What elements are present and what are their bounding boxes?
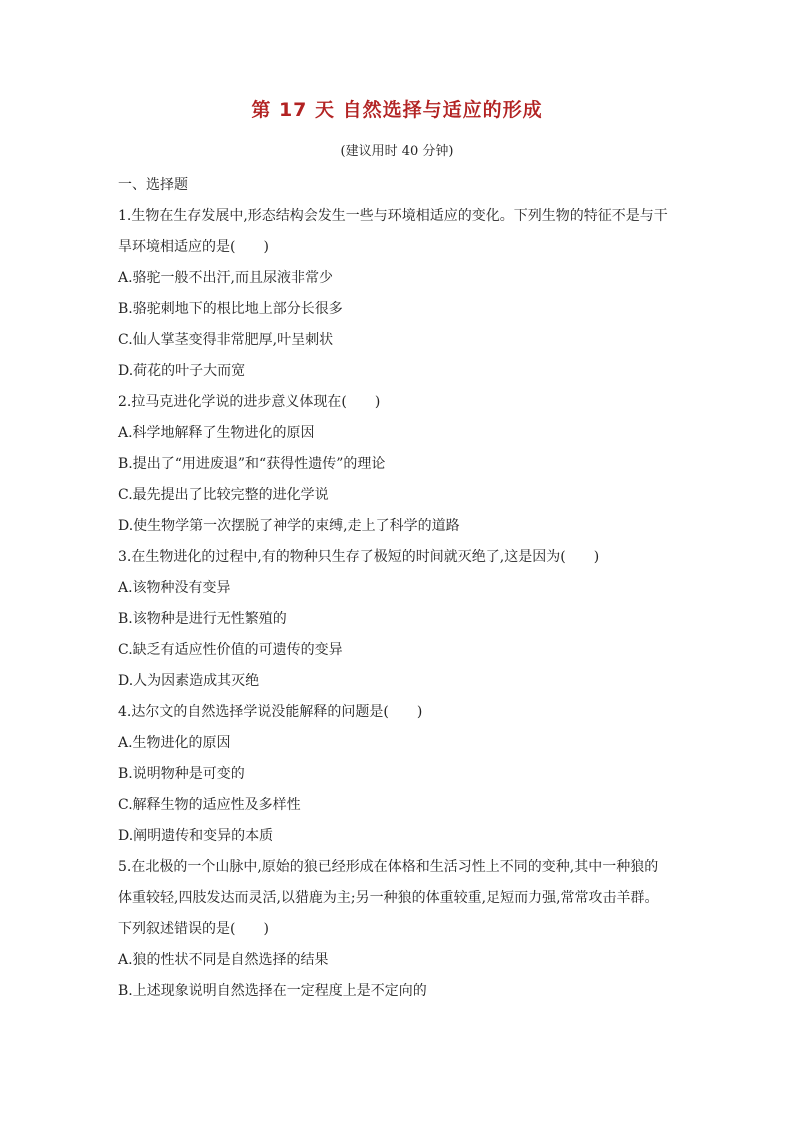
option-a: A.狼的性状不同是自然选择的结果 (118, 952, 329, 968)
question-stem-line: 2.拉马克进化学说的进步意义体现在( ) (118, 394, 381, 410)
question-stem-line: 5.在北极的一个山脉中,原始的狼已经形成在体格和生活习性上不同的变种,其中一种狼的 (118, 859, 659, 875)
option-d: D.人为因素造成其灭绝 (118, 673, 260, 689)
option-d: D.阐明遗传和变异的本质 (118, 828, 274, 844)
question-stem-line: 下列叙述错误的是( ) (118, 921, 269, 937)
option-b: B.说明物种是可变的 (118, 766, 245, 782)
option-b: B.该物种是进行无性繁殖的 (118, 611, 287, 627)
option-c: C.缺乏有适应性价值的可遗传的变异 (118, 642, 343, 658)
question-list (118, 170, 688, 1007)
option-c: C.解释生物的适应性及多样性 (118, 797, 301, 813)
section-heading: 一、选择题 (118, 177, 188, 193)
option-a: A.该物种没有变异 (118, 580, 231, 596)
option-d: D.使生物学第一次摆脱了神学的束缚,走上了科学的道路 (118, 518, 460, 534)
option-a: A.科学地解释了生物进化的原因 (118, 425, 315, 441)
option-b: B.提出了“用进废退”和“获得性遗传”的理论 (118, 456, 386, 472)
option-b: B.上述现象说明自然选择在一定程度上是不定向的 (118, 983, 427, 999)
question-stem-line: 1.生物在生存发展中,形态结构会发生一些与环境相适应的变化。下列生物的特征不是与干 (118, 208, 668, 224)
time-suggestion: (建议用时 40 分钟) (340, 144, 454, 159)
option-c: C.仙人掌茎变得非常肥厚,叶呈刺状 (118, 332, 334, 348)
option-b: B.骆驼刺地下的根比地上部分长很多 (118, 301, 343, 317)
option-a: A.生物进化的原因 (118, 735, 231, 751)
option-c: C.最先提出了比较完整的进化学说 (118, 487, 329, 503)
question-stem-line: 3.在生物进化的过程中,有的物种只生存了极短的时间就灭绝了,这是因为( ) (118, 549, 600, 565)
option-d: D.荷花的叶子大而宽 (118, 363, 246, 379)
question-stem-line: 4.达尔文的自然选择学说没能解释的问题是( ) (118, 704, 423, 720)
question-stem-line: 旱环境相适应的是( ) (118, 239, 269, 255)
page-title: 第 17 天 自然选择与适应的形成 (251, 99, 543, 121)
question-stem-line: 体重较轻,四肢发达而灵活,以猎鹿为主;另一种狼的体重较重,足短而力强,常常攻击羊群。 (118, 890, 659, 906)
option-a: A.骆驼一般不出汗,而且尿液非常少 (118, 270, 334, 286)
